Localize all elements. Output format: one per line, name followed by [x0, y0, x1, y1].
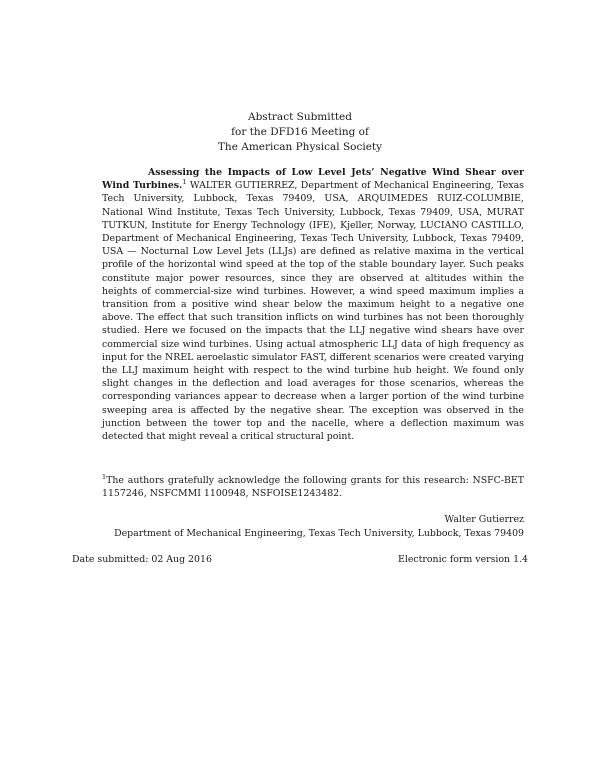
date-submitted: Date submitted: 02 Aug 2016 — [72, 554, 212, 565]
author-list: WALTER GUTIERREZ, Department of Mechanical Engineering, Texas Tech University, Lubbock, Texas 79409, USA, ARQUIMEDES RUIZ-COLUMBIE, National Wind Institute, Texas Tech University, Lubbock, Texas 79409, USA, MURAT TUTKUN, Institute for Energy Technology (IFE), Kjeller, Norway, LUCIANO CASTILLO, Department of Mechanical Engineering, Texas Tech University, Lubbock, Texas 79409, USA — [102, 180, 524, 258]
footnote-marker: 1 — [182, 178, 187, 187]
author-separator: — — [123, 246, 141, 258]
abstract-text: Nocturnal Low Level Jets (LLJs) are defined as relative maxima in the vertical profile of the horizontal wind speed at the top of the stable boundary layer. Such peaks constitute major power resources, since they are observed at altitudes within the heights of commercial-size wind turbines. However, a wind speed maximum implies a transition from a positive wind shear below the maximum height to a negative one above. The effect that such transition inflicts on wind turbines has not been thoroughly studied. Here we focused on the impacts that the LLJ negative wind shears have over commercial size wind turbines. Using actual atmospheric LLJ data of high frequency as input for the NREL aeroelastic simulator FAST, different scenarios were created varying the LLJ maximum height with respect to the wind turbine hub height. We found only slight changes in the deflection and load averages for those scenarios, whereas the corresponding variances appear to decrease when a larger portion of the wind turbine sweeping area is affected by the negative shear. The exception was observed in the junction between the tower top and the nacelle, where a deflection maximum was detected that might reveal a critical structural point. — [102, 246, 525, 443]
submitter-affiliation: Department of Mechanical Engineering, Texas Tech University, Lubbock, Texas 79409 — [114, 528, 524, 539]
abstract-title: Assessing the Impacts of Low Level Jets’ Negative Wind Shear over Wind Turbines. — [102, 167, 524, 192]
footnote-number: 1 — [102, 472, 107, 481]
abstract-body — [102, 166, 524, 443]
header-line-1: Abstract Submitted — [248, 111, 352, 123]
submission-header — [0, 110, 600, 155]
header-line-2: for the DFD16 Meeting of — [231, 126, 369, 138]
footnote-text: The authors gratefully acknowledge the following grants for this research: NSFC-BET 1157246, NSFCMMI 1100948, NSFOISE1243482. — [102, 475, 524, 500]
submitter-name: Walter Gutierrez — [444, 514, 524, 525]
footnote — [102, 474, 524, 500]
form-version: Electronic form version 1.4 — [398, 554, 528, 565]
header-line-3: The American Physical Society — [217, 141, 383, 153]
